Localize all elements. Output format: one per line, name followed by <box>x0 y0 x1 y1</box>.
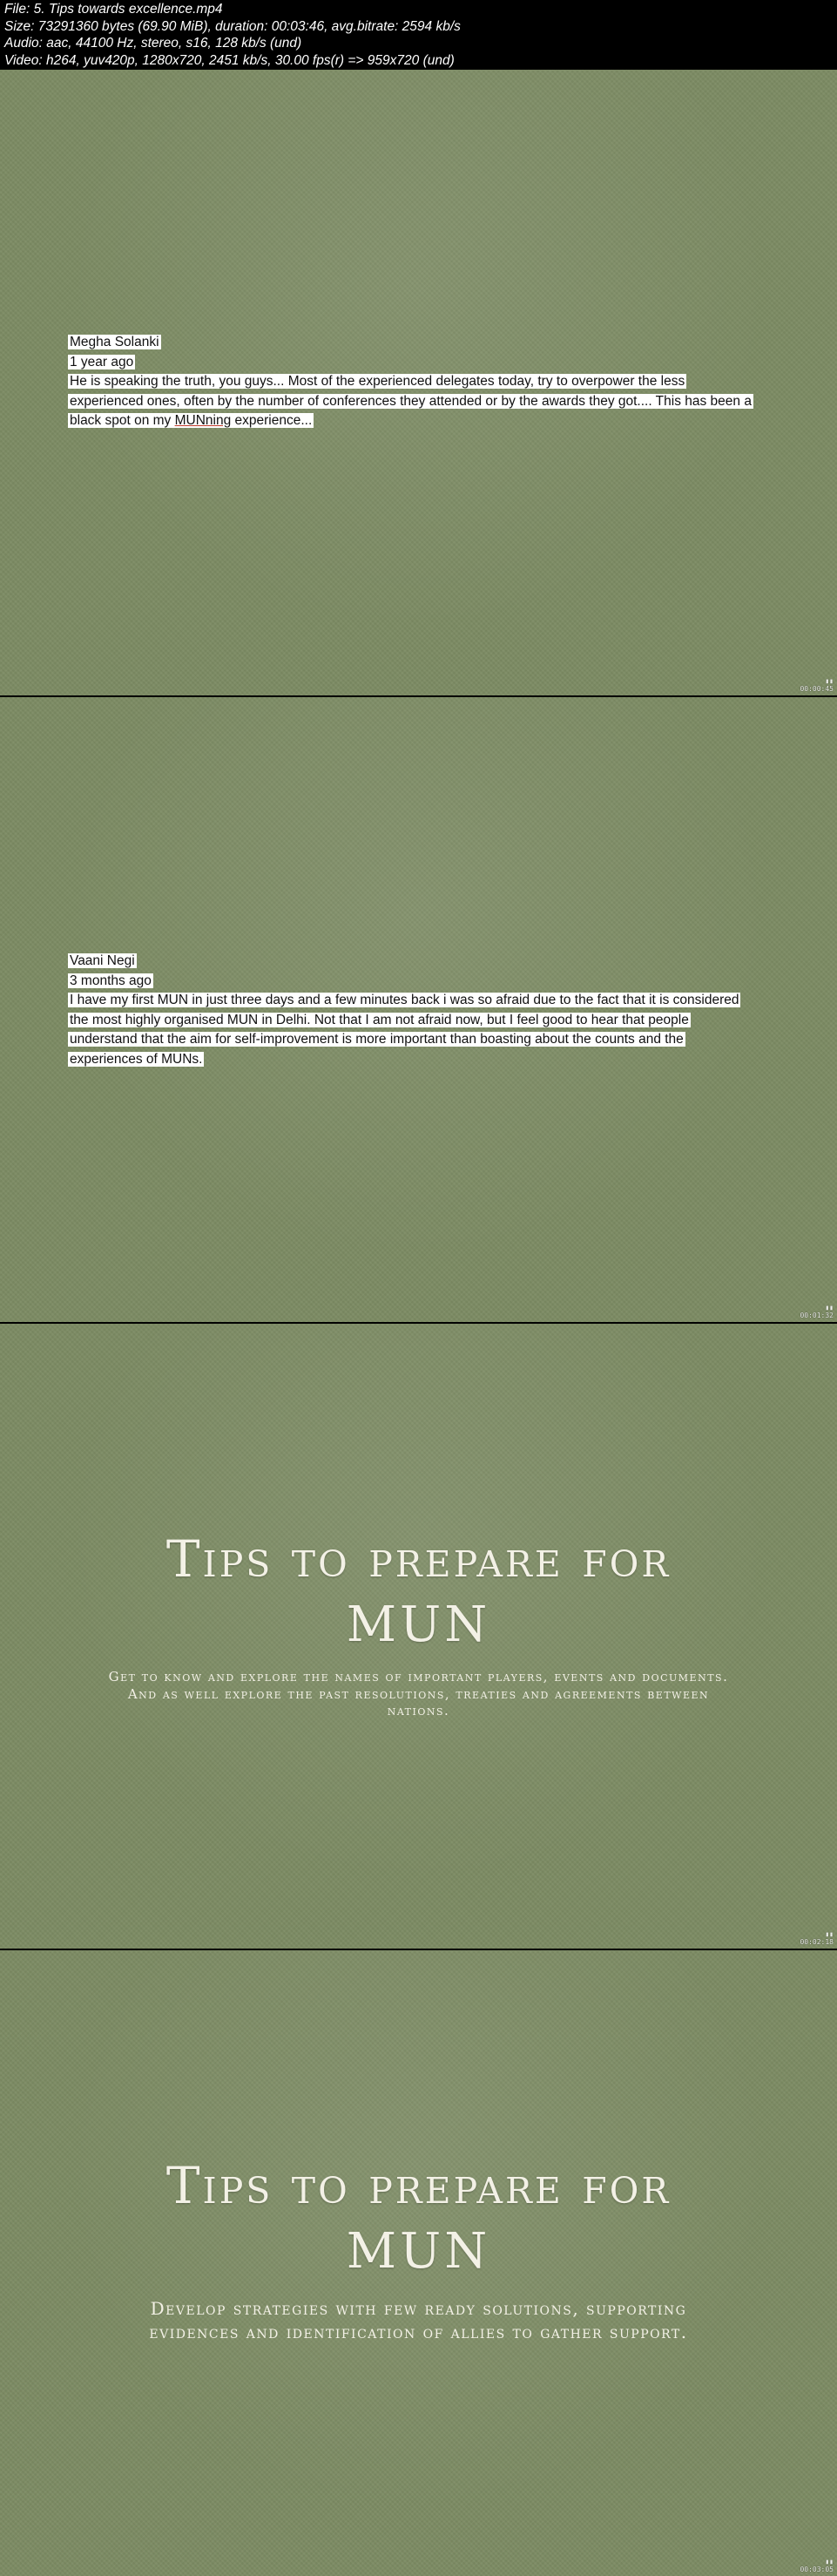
comment-text-line: black spot on my MUNning experience... <box>70 413 313 428</box>
comment-text-line: experienced ones, often by the number of conferences they attended or by the awards they got.... This has been a <box>70 393 752 409</box>
comment-time: 3 months ago <box>70 973 152 988</box>
youtube-comment <box>68 952 765 1069</box>
comment-time: 1 year ago <box>70 354 134 369</box>
slide-subtitle: Develop strategies with few ready solutions, supporting evidences and identification of allies to gather support. <box>149 2298 688 2342</box>
frame-timestamp: ▮▮ 00:03:05 <box>800 2558 834 2573</box>
comment-text-line: He is speaking the truth, you guys... Most of the experienced delegates today, try to overpower the less <box>70 374 685 389</box>
file-info-line: File: 5. Tips towards excellence.mp4 <box>4 2 223 17</box>
video-frame-4 <box>0 1950 837 2576</box>
comment-text-line: experiences of MUNs. <box>70 1051 203 1067</box>
video-frame-2 <box>0 697 837 1322</box>
video-frame-3 <box>0 1324 837 1949</box>
underlined-word: MUNning <box>174 413 232 428</box>
slide-subtitle: Get to know and explore the names of important players, events and documents. And as well explore the past resolutions, treaties and agreements between nations. <box>108 1669 729 1718</box>
frame-timestamp: ▮▮ 00:01:32 <box>800 1304 834 1319</box>
slide-title: Tips to prepare for MUN <box>165 2156 672 2280</box>
slide-title: Tips to prepare for MUN <box>165 1529 672 1653</box>
file-info-line: Video: h264, yuv420p, 1280x720, 2451 kb/s, 30.00 fps(r) => 959x720 (und) <box>4 52 455 68</box>
comment-author: Megha Solanki <box>70 335 159 349</box>
youtube-comment <box>68 333 765 431</box>
frame-timestamp: ▮▮ 00:00:45 <box>800 677 834 693</box>
frame-timestamp: ▮▮ 00:02:18 <box>800 1930 834 1946</box>
video-frame-1 <box>0 70 837 695</box>
comment-text-line: the most highly organised MUN in Delhi. Not that I am not afraid now, but I feel good to hear that people <box>70 1012 689 1027</box>
file-info-line: Audio: aac, 44100 Hz, stereo, s16, 128 kb/s (und) <box>4 36 302 51</box>
file-info-header <box>0 0 837 70</box>
file-info-line: Size: 73291360 bytes (69.90 MiB), duration: 00:03:46, avg.bitrate: 2594 kb/s <box>4 18 461 34</box>
comment-author: Vaani Negi <box>70 953 135 968</box>
comment-text-line: understand that the aim for self-improvement is more important than boasting about the counts and the <box>70 1032 684 1047</box>
comment-text-line: I have my first MUN in just three days and a few minutes back i was so afraid due to the fact that it is considered <box>70 993 739 1007</box>
